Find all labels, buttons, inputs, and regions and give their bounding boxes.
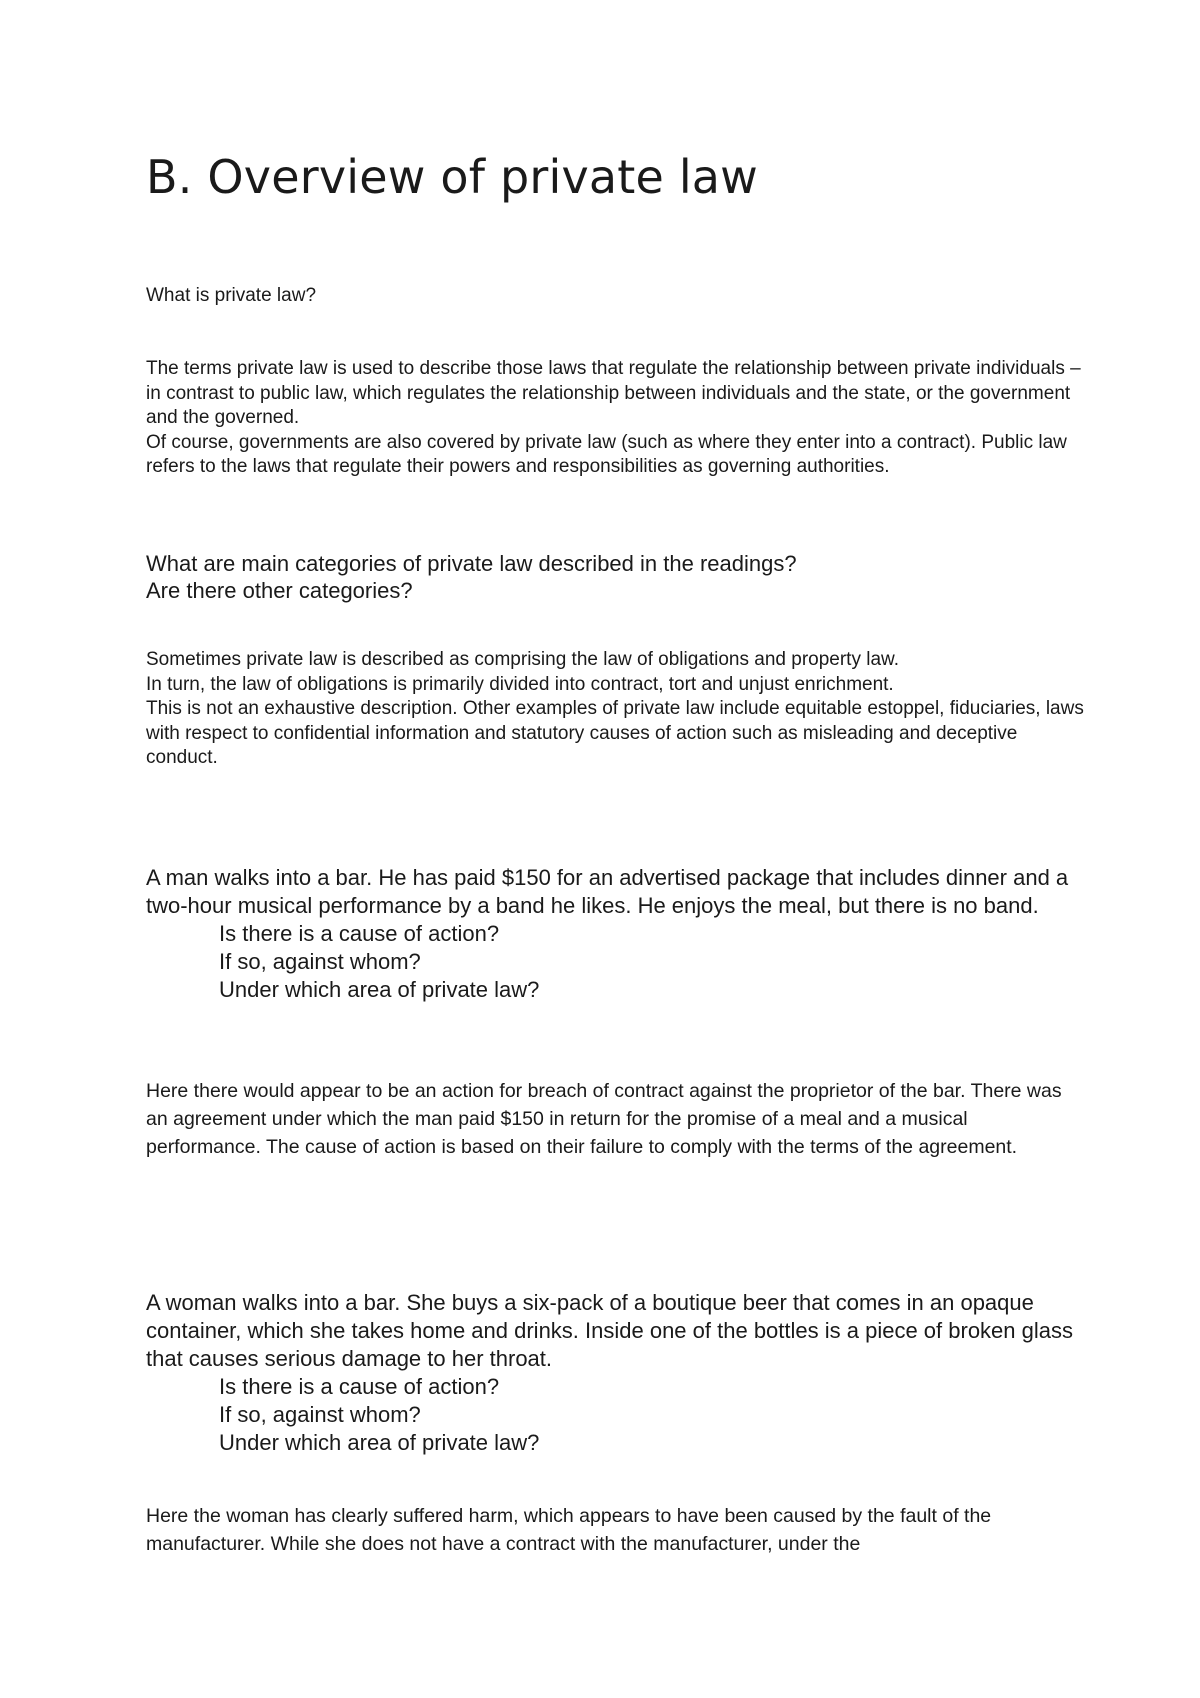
scenario-question: Under which area of private law? bbox=[219, 1430, 540, 1455]
paragraph: Sometimes private law is described as comprising the law of obligations and property law. bbox=[146, 649, 899, 670]
paragraph: The terms private law is used to describe those laws that regulate the relationship between private individuals – in contrast to public law, which regulates the relationship between individuals and the state, or the government and the governed. bbox=[146, 358, 1081, 428]
answer-scenario-woman: Here the woman has clearly suffered harm, which appears to have been caused by the fault of the manufacturer. While she does not have a contract with the manufacturer, under the bbox=[146, 1505, 992, 1555]
scenario-man-in-bar bbox=[146, 864, 1086, 1004]
question-line: What are main categories of private law described in the readings? bbox=[146, 551, 797, 576]
scenario-question: Is there is a cause of action? bbox=[219, 1374, 500, 1399]
question-what-is-private-law: What is private law? bbox=[146, 285, 317, 306]
paragraph: This is not an exhaustive description. Other examples of private law include equitable estoppel, fiduciaries, laws with respect to confidential information and statutory causes of action such as misleading and deceptive conduct. bbox=[146, 698, 1084, 768]
scenario-question: If so, against whom? bbox=[219, 1402, 421, 1427]
paragraph: In turn, the law of obligations is primarily divided into contract, tort and unjust enrichment. bbox=[146, 673, 894, 695]
document-title: B. Overview of private law bbox=[146, 150, 759, 204]
question-categories bbox=[146, 550, 1086, 604]
scenario-question: If so, against whom? bbox=[219, 949, 421, 974]
scenario-woman-in-bar bbox=[146, 1289, 1086, 1457]
answer-scenario-man: Here there would appear to be an action for breach of contract against the proprietor of the bar. There was an agreement under which the man paid $150 in return for the promise of a meal and a musical performance. The cause of action is based on their failure to comply with the terms of the agreement. bbox=[146, 1080, 1062, 1158]
answer-private-law-definition bbox=[146, 357, 1086, 480]
answer-categories bbox=[146, 648, 1086, 771]
question-line: Are there other categories? bbox=[146, 578, 413, 603]
scenario-text: A woman walks into a bar. She buys a six-pack of a boutique beer that comes in an opaque container, which she takes home and drinks. Inside one of the bottles is a piece of broken glass that causes serious damage to her throat. bbox=[146, 1290, 1073, 1371]
scenario-text: A man walks into a bar. He has paid $150 for an advertised package that includes dinner and a two-hour musical performance by a band he likes. He enjoys the meal, but there is no band. bbox=[146, 865, 1069, 918]
scenario-question: Under which area of private law? bbox=[219, 977, 540, 1002]
paragraph: Of course, governments are also covered by private law (such as where they enter into a contract). Public law refers to the laws that regulate their powers and responsibilities as governing authorities. bbox=[146, 431, 1067, 477]
scenario-question: Is there is a cause of action? bbox=[219, 921, 500, 946]
